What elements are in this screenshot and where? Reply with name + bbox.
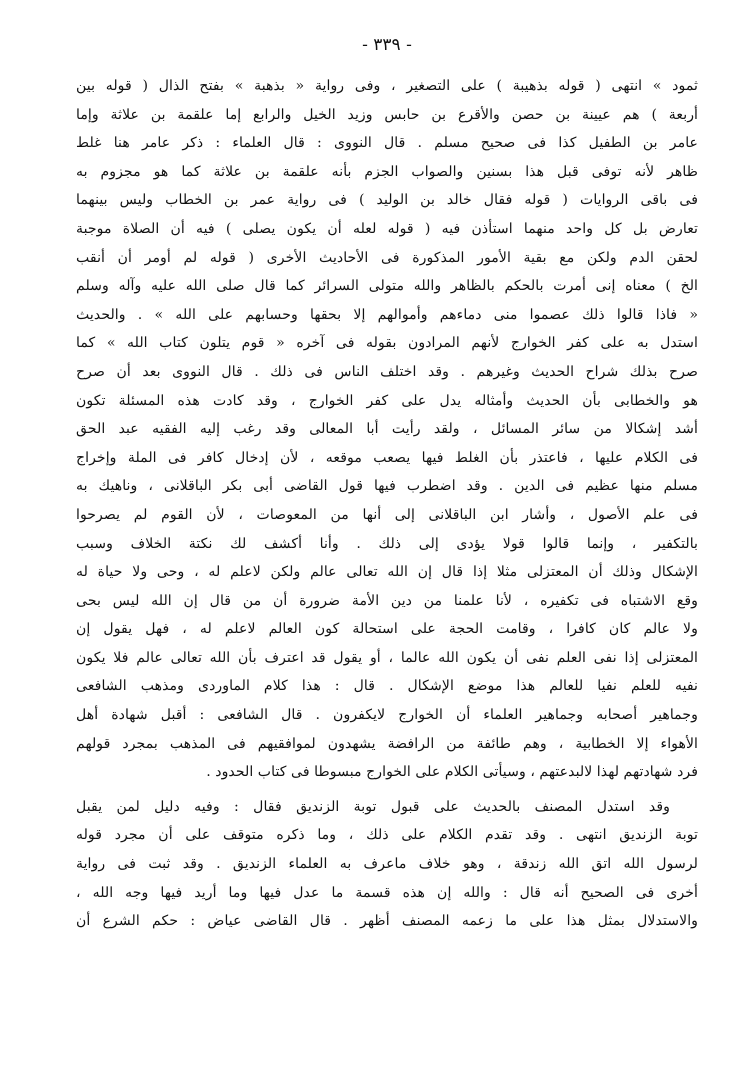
text-line: توبة الزنديق انتهى . وقد تقدم الكلام على ذلك ، وما ذكره متوقف على أن مجرد قوله bbox=[76, 827, 698, 844]
book-page bbox=[76, 28, 698, 1048]
text-line: فى باقى الروايات ( قوله فقال خالد بن الوليد ) فى رواية عمر بن الخطاب وليس بينهما bbox=[76, 192, 698, 209]
text-line: استدل به على كفر الخوارج لأنهم المرادون بقوله فى آخره « قوم يتلون كتاب الله » كما bbox=[76, 335, 698, 352]
paragraph-2 bbox=[76, 793, 698, 936]
text-line: ولا عالم كان كافرا ، وقامت الحجة على استحالة كون العالم لاعلم له ، فهل يقول إن bbox=[76, 621, 698, 638]
text-line: صرح بذلك شراح الحديث وغيرهم . وقد اختلف الناس فى ذلك . قال النووى بعد أن صرح bbox=[76, 363, 698, 380]
text-line: وجماهير أصحابه وجماهير العلماء أن الخوارج لايكفرون . قال الشافعى : أقبل شهادة أهل bbox=[76, 707, 698, 724]
text-line: هو والخطابى بأن الحديث وأمثاله يدل على كفر الخوارج ، وقد كادت هذه المسئلة تكون bbox=[76, 392, 698, 409]
text-line: لرسول الله اتق الله زندقة ، وهو خلاف ماعرف به العلماء الزنديق . وقد ثبت فى رواية bbox=[76, 856, 698, 873]
text-line: « فاذا قالوا ذلك عصموا منى دماءهم وأموالهم إلا بحقها وحسابهم على الله » . والحديث bbox=[76, 306, 698, 323]
text-line: فى الكلام عليها ، فاعتذر بأن الغلط فيها يصعب موقعه ، لأن إدخال كافر فى الملة وإخراج bbox=[76, 449, 698, 466]
paragraph-last-line: فرد شهادتهم لهذا لالبدعتهم ، وسيأتى الكلام على الخوارج مبسوطا فى كتاب الحدود . bbox=[206, 764, 698, 781]
text-line: الأهواء إلا الخطابية ، وهم طائفة من الرافضة يشهدون لموافقيهم فى المذهب بمجرد قولهم bbox=[76, 735, 698, 752]
text-line: عامر بن الطفيل كذا فى صحيح مسلم . قال النووى : قال العلماء : ذكر عامر هنا غلط bbox=[76, 135, 698, 152]
text-line: والاستدلال بمثل هذا على ما زعمه المصنف أظهر . قال القاضى عياض : حكم الشرع أن bbox=[76, 913, 698, 930]
paragraph-first-line: وقد استدل المصنف بالحديث على قبول توبة الزنديق فقال : وفيه دليل لمن يقبل bbox=[76, 798, 670, 815]
text-line: أشد إشكالا من سائر المسائل ، ولقد رأيت أبا المعالى وقد رغب إليه الفقيه عبد الحق bbox=[76, 421, 698, 438]
page-number: - ٣٣٩ - bbox=[362, 35, 412, 55]
paragraph-1 bbox=[76, 72, 698, 787]
text-line: أربعة ) هم عيينة بن حصن والأقرع بن حابس وزيد الخيل والرابع إما علقمة بن علاثة وإما bbox=[76, 106, 698, 123]
text-line: لحقن الدم ولكن مع بقية الأمور المذكورة فى الأحاديث الأخرى ( قوله لم أومر أن أنقب bbox=[76, 249, 698, 266]
text-line: أخرى فى الصحيح أنه قال : والله إن هذه قسمة ما عدل فيها وما أريد فيها وجه الله ، bbox=[76, 884, 698, 901]
text-line: نفيه للعلم نفيا للعالم هذا موضع الإشكال . قال : هذا كلام الماوردى ومذهب الشافعى bbox=[76, 678, 698, 695]
text-line: ثمود » انتهى ( قوله بذهيبة ) على التصغير ، وفى رواية « بذهبة » بفتح الذال ( قوله بين bbox=[76, 78, 698, 94]
text-line: مسلم منها عظيم فى الدين . وقد اضطرب فيها قول القاضى أبى بكر الباقلانى ، وناهيك به bbox=[76, 478, 698, 495]
text-line: تعارض بل كل واحد منهما استأذن فيه ( قوله لعله أن يكون يصلى ) فيه أن الصلاة موجبة bbox=[76, 220, 698, 237]
text-line: المعتزلى إذا نفى العلم نفى أن يكون الله عالما ، أو يقول قد اعترف بأن الله تعالى عالم فلا يكون bbox=[76, 649, 698, 666]
text-line: وقع الاشتباه فى تكفيره ، لأنا علمنا من دين الأمة ضرورة أن من قال إن الله ليس بحى bbox=[76, 592, 698, 609]
text-line: فى علم الأصول ، وأشار ابن الباقلانى إلى أنها من المعوصات ، لأن القوم لم يصرحوا bbox=[76, 506, 698, 523]
text-line: الإشكال وذلك أن المعتزلى مثلا إذا قال إن الله تعالى عالم ولكن لاعلم له ، وحى ولا حياة له bbox=[76, 564, 698, 581]
text-line: ظاهر لأنه توفى قبل هذا بسنين والصواب الجزم بأنه علقمة بن علاثة كما هو مجزوم به bbox=[76, 163, 698, 180]
text-line: الخ ) معناه إنى أمرت بالحكم بالظاهر والله متولى السرائر كما قال صلى الله عليه وآله وسلم bbox=[76, 278, 698, 295]
text-line: بالتكفير ، وإنما قالوا قولا يؤدى إلى ذلك . وأنا أكشف لك نكتة الخلاف وسبب bbox=[76, 535, 698, 552]
page-body bbox=[76, 72, 698, 936]
